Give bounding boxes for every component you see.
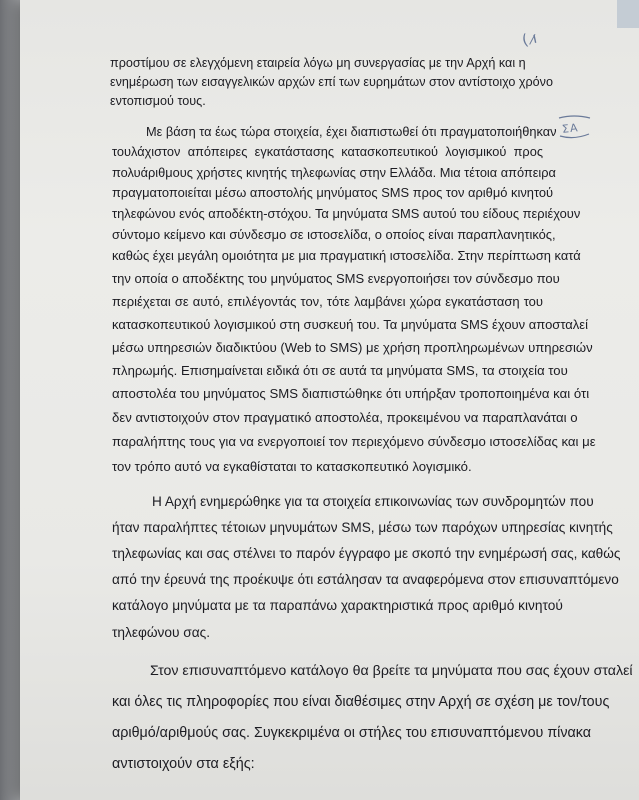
margin-note-handwritten: ( ı̷: [520, 28, 539, 50]
text-line: ενημέρωση των εισαγγελικών αρχών επί των ευρημάτων στον αντίστοιχο χρόνο: [110, 75, 553, 89]
text-line: μέσω υπηρεσιών διαδικτύου (Web to SMS) με χρήση προπληρωμένων υπηρεσιών: [112, 340, 593, 355]
text-line: καθώς έχει μεγάλη ομοιότητα με μια πραγματική ιστοσελίδα. Στην περίπτωση κατά: [112, 248, 581, 263]
text-line: τουλάχιστον απόπειρες εγκατάστασης κατασκοπευτικού λογισμικού προς: [112, 144, 543, 159]
text-line: σύντομο κείμενο και σύνδεσμο σε ιστοσελίδα, ο οποίος είναι παραπλανητικός,: [112, 227, 556, 242]
text-line: Στον επισυναπτόμενο κατάλογο θα βρείτε τα μηνύματα που σας έχουν σταλεί: [150, 663, 633, 679]
text-line: παραλήπτης τους για να ενεργοποιεί τον περιεχόμενο σύνδεσμο ιστοσελίδας και με: [112, 434, 596, 449]
text-line: περιέχεται σε αυτό, επιλέγοντάς τον, τότε λαμβάνει χώρα εγκατάσταση του: [112, 294, 543, 309]
text-line: Η Αρχή ενημερώθηκε για τα στοιχεία επικοινωνίας των συνδρομητών που: [152, 494, 594, 509]
text-line: προστίμου σε ελεγχόμενη εταιρεία λόγω μη συνεργασίας με την Αρχή και η: [110, 56, 526, 70]
text-line: δεν αντιστοιχούν στον πραγματικό αποστολέα, προκειμένου να παραπλανάται ο: [112, 410, 578, 425]
text-line: αντιστοιχούν στα εξής:: [112, 756, 255, 772]
text-line: ήταν παραλήπτες τέτοιων μηνυμάτων SMS, μέσω των παρόχων υπηρεσίας κινητής: [112, 520, 613, 535]
text-line: πραγματοποιείται μέσω αποστολής μηνύματος SMS προς τον αριθμό κινητού: [112, 185, 554, 200]
text-line: αριθμό/αριθμούς σας. Συγκεκριμένα οι στήλες του επισυναπτόμενου πίνακα: [112, 725, 592, 741]
text-line: από την έρευνά της προέκυψε ότι εστάλησαν τα αναφερόμενα στον επισυναπτόμενο: [112, 572, 619, 587]
text-line: πληρωμής. Επισημαίνεται ειδικά ότι σε αυτά τα μηνύματα SMS, τα στοιχεία του: [112, 363, 568, 378]
text-line: και όλες τις πληροφορίες που είναι διαθέσιμες στην Αρχή σε σχέση με τον/τους: [112, 694, 610, 710]
text-line: τηλεφώνου ενός αποδέκτη-στόχου. Τα μηνύματα SMS αυτού του είδους περιέχουν: [112, 206, 581, 221]
text-line: κατασκοπευτικού λογισμικού στη συσκευή του. Τα μηνύματα SMS έχουν αποσταλεί: [112, 317, 588, 332]
text-line: την οποία ο αποδέκτης του μηνύματος SMS ενεργοποιήσει τον σύνδεσμο που: [112, 271, 560, 286]
text-line: τηλεφωνίας και σας στέλνει το παρόν έγγραφο με σκοπό την ενημέρωσή σας, καθώς: [112, 546, 621, 561]
text-line: Με βάση τα έως τώρα στοιχεία, έχει διαπιστωθεί ότι πραγματοποιήθηκαν: [146, 124, 557, 139]
text-line: τηλεφώνου σας.: [112, 625, 211, 640]
margin-note-handwritten: ΣΑ: [561, 121, 580, 136]
text-line: πολυάριθμους χρήστες κινητής τηλεφωνίας στην Ελλάδα. Μια τέτοια απόπειρα: [112, 165, 556, 180]
margin-underline-icon: [556, 112, 596, 142]
text-line: τον τρόπο αυτό να εγκαθίσταται το κατασκοπευτικό λογισμικό.: [112, 459, 472, 474]
text-line: κατάλογο μηνύματα με τα παραπάνω χαρακτηριστικά προς αριθμό κινητού: [112, 598, 563, 613]
text-line: αποστολέα του μηνύματος SMS διαπιστώθηκε ότι υπήρξαν τροποποιημένα και ότι: [112, 386, 590, 401]
text-line: εντοπισμού τους.: [110, 94, 206, 108]
